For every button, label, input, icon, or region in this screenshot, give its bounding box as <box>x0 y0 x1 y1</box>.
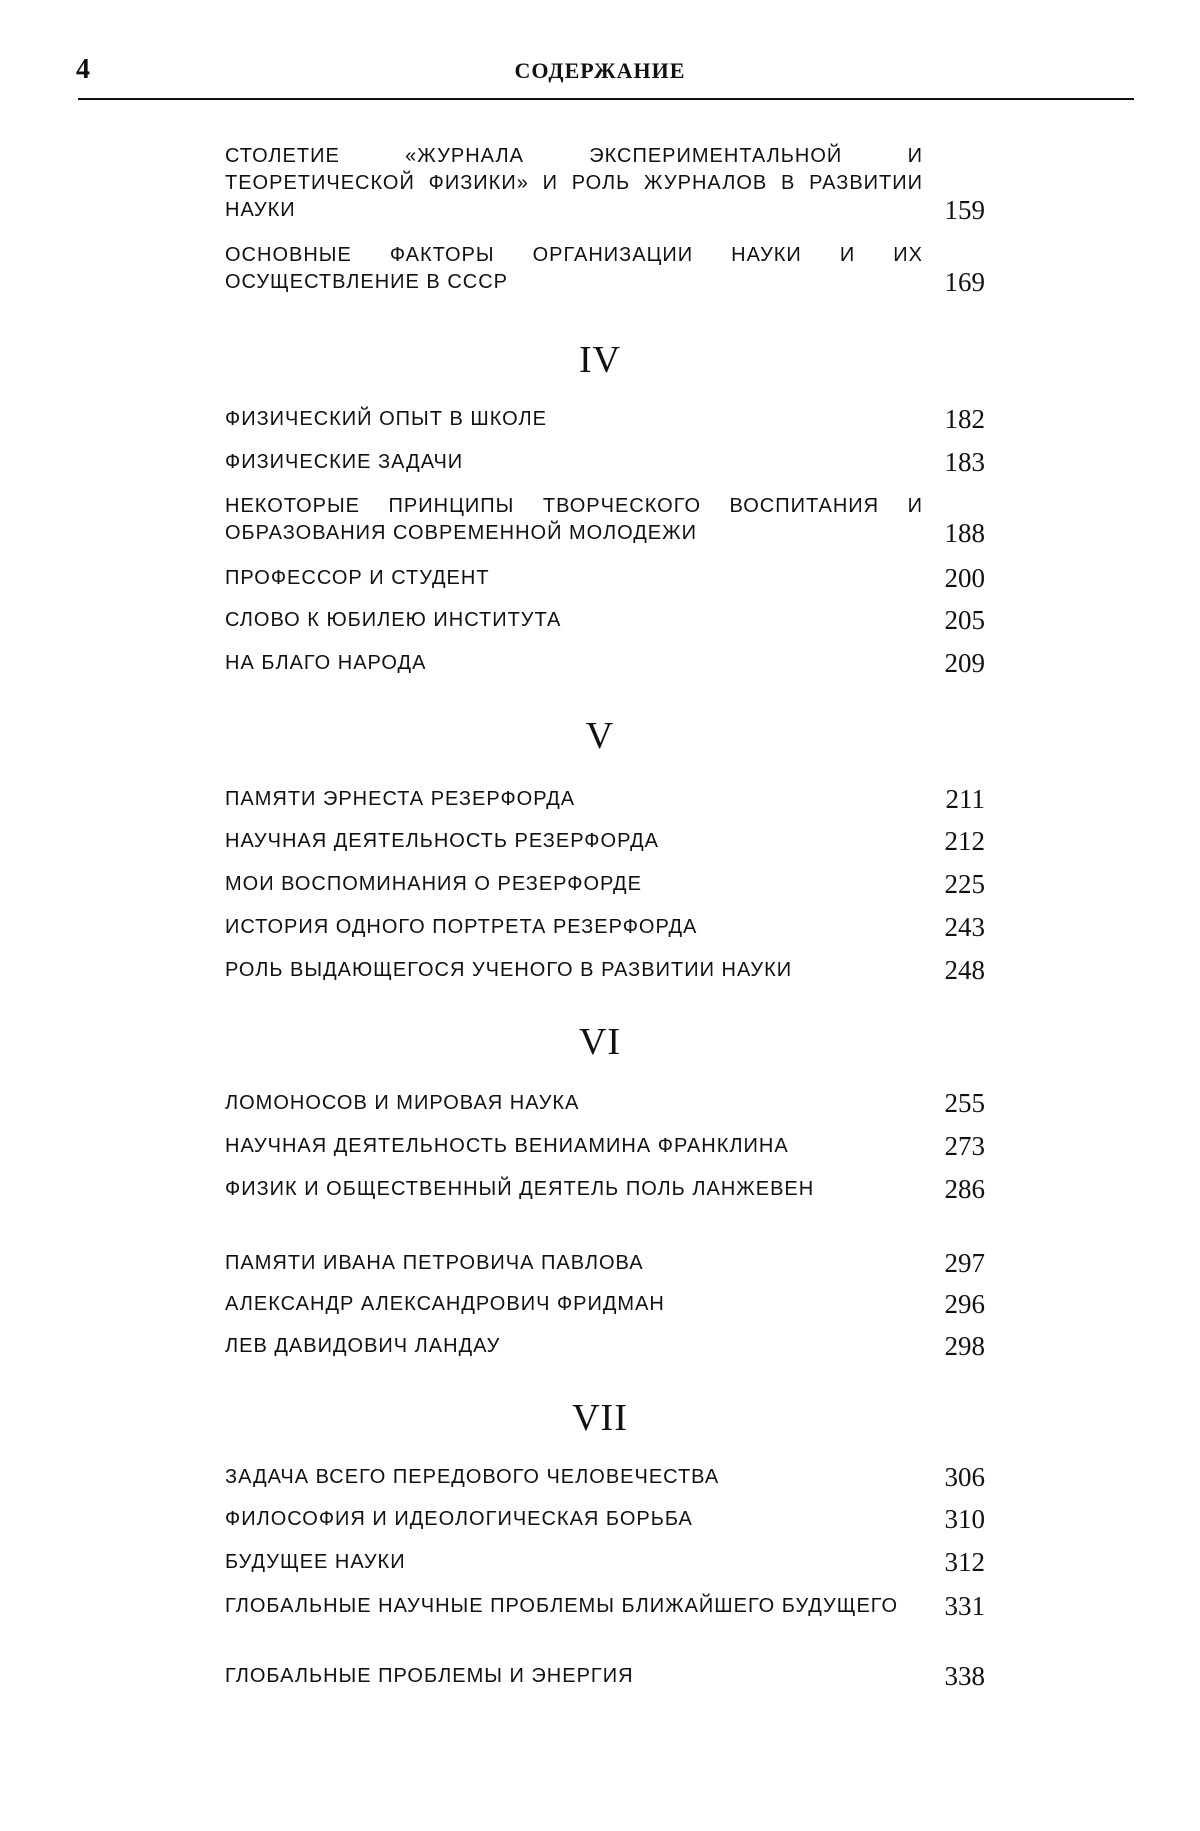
toc-entry <box>225 406 985 433</box>
entry-title: НАУЧНАЯ ДЕЯТЕЛЬНОСТЬ ВЕНИАМИНА ФРАНКЛИНА <box>225 1135 789 1157</box>
toc-entry <box>225 650 985 677</box>
entry-title: НЕКОТОРЫЕ ПРИНЦИПЫ ТВОРЧЕСКОГО ВОСПИТАНИЯ И ОБРАЗОВАНИЯ СОВРЕМЕННОЙ МОЛОДЕЖИ <box>225 495 923 544</box>
entry-title: БУДУЩЕЕ НАУКИ <box>225 1551 406 1573</box>
entry-page-number: 296 <box>944 1289 985 1319</box>
toc-entry <box>225 1090 985 1117</box>
toc-entry <box>225 143 985 224</box>
entry-page-number: 209 <box>944 648 985 678</box>
entry-title: ЗАДАЧА ВСЕГО ПЕРЕДОВОГО ЧЕЛОВЕЧЕСТВА <box>225 1466 720 1488</box>
entry-page-number: 298 <box>944 1331 985 1361</box>
entry-page-number: 312 <box>944 1547 985 1577</box>
entry-page-number: 331 <box>944 1591 985 1621</box>
section-heading: VII <box>572 1397 628 1439</box>
entry-page-number: 211 <box>945 784 985 814</box>
entry-title: НАУЧНАЯ ДЕЯТЕЛЬНОСТЬ РЕЗЕРФОРДА <box>225 830 659 852</box>
entry-title: ФИЛОСОФИЯ И ИДЕОЛОГИЧЕСКАЯ БОРЬБА <box>225 1508 693 1530</box>
toc-entry <box>225 242 985 296</box>
toc-entry <box>225 957 985 984</box>
entry-title: ЛОМОНОСОВ И МИРОВАЯ НАУКА <box>225 1092 580 1114</box>
entry-title: РОЛЬ ВЫДАЮЩЕГОСЯ УЧЕНОГО В РАЗВИТИИ НАУКИ <box>225 959 793 981</box>
section-heading: V <box>585 715 615 757</box>
entry-title: ФИЗИК И ОБЩЕСТВЕННЫЙ ДЕЯТЕЛЬ ПОЛЬ ЛАНЖЕВЕН <box>225 1178 815 1200</box>
entry-title: СЛОВО К ЮБИЛЕЮ ИНСТИТУТА <box>225 609 562 631</box>
entry-page-number: 248 <box>944 955 985 985</box>
entry-page-number: 182 <box>944 404 985 434</box>
section-heading: IV <box>578 339 622 381</box>
toc-entry <box>225 1333 985 1360</box>
toc-entry <box>225 871 985 898</box>
toc-entry <box>225 786 985 813</box>
toc-entry <box>225 1291 985 1318</box>
toc-entry <box>225 565 985 592</box>
entry-page-number: 255 <box>944 1088 985 1118</box>
section-heading: VI <box>578 1021 622 1063</box>
entry-page-number: 212 <box>944 826 985 856</box>
entry-page-number: 188 <box>944 518 985 548</box>
entry-title: МОИ ВОСПОМИНАНИЯ О РЕЗЕРФОРДЕ <box>225 873 642 895</box>
entry-title: ГЛОБАЛЬНЫЕ НАУЧНЫЕ ПРОБЛЕМЫ БЛИЖАЙШЕГО БУДУЩЕГО <box>225 1595 899 1617</box>
entry-title: ОСНОВНЫЕ ФАКТОРЫ ОРГАНИЗАЦИИ НАУКИ И ИХ ОСУЩЕСТВЛЕНИЕ В СССР <box>225 244 923 293</box>
entry-page-number: 169 <box>944 267 985 297</box>
entry-page-number: 286 <box>944 1174 985 1204</box>
toc-entry <box>225 1593 985 1620</box>
entry-title: ПАМЯТИ ИВАНА ПЕТРОВИЧА ПАВЛОВА <box>225 1252 644 1274</box>
entry-title: ГЛОБАЛЬНЫЕ ПРОБЛЕМЫ И ЭНЕРГИЯ <box>225 1665 634 1687</box>
running-title: СОДЕРЖАНИЕ <box>514 58 686 83</box>
entry-title: ФИЗИЧЕСКИЕ ЗАДАЧИ <box>225 451 464 473</box>
toc-entry <box>225 914 985 941</box>
toc-entry <box>225 449 985 476</box>
entry-page-number: 243 <box>944 912 985 942</box>
entry-page-number: 225 <box>944 869 985 899</box>
entry-page-number: 338 <box>944 1661 985 1691</box>
toc-entry <box>225 828 985 855</box>
page-number: 4 <box>76 54 90 85</box>
toc-entry <box>225 493 985 547</box>
entry-title: НА БЛАГО НАРОДА <box>225 652 427 674</box>
entry-title: ИСТОРИЯ ОДНОГО ПОРТРЕТА РЕЗЕРФОРДА <box>225 916 698 938</box>
toc-entry <box>225 1506 985 1533</box>
toc-entry <box>225 607 985 634</box>
toc-entry <box>225 1549 985 1576</box>
toc-entry <box>225 1176 985 1203</box>
toc-entry <box>225 1250 985 1277</box>
entry-title: ПРОФЕССОР И СТУДЕНТ <box>225 567 490 589</box>
toc-entry <box>225 1133 985 1160</box>
entry-page-number: 310 <box>944 1504 985 1534</box>
entry-title: ПАМЯТИ ЭРНЕСТА РЕЗЕРФОРДА <box>225 788 576 810</box>
entry-page-number: 297 <box>944 1248 985 1278</box>
entry-page-number: 200 <box>944 563 985 593</box>
entry-title: ЛЕВ ДАВИДОВИЧ ЛАНДАУ <box>225 1335 501 1357</box>
entry-title: ФИЗИЧЕСКИЙ ОПЫТ В ШКОЛЕ <box>225 408 547 430</box>
entry-page-number: 183 <box>944 447 985 477</box>
entry-page-number: 306 <box>944 1462 985 1492</box>
toc-entry <box>225 1464 985 1491</box>
entry-title: СТОЛЕТИЕ «ЖУРНАЛА ЭКСПЕРИМЕНТАЛЬНОЙ И ТЕОРЕТИЧЕСКОЙ ФИЗИКИ» И РОЛЬ ЖУРНАЛОВ В РАЗВИТИИ НАУКИ <box>225 145 923 221</box>
entry-title: АЛЕКСАНДР АЛЕКСАНДРОВИЧ ФРИДМАН <box>225 1293 665 1315</box>
toc-entry <box>225 1663 985 1690</box>
entry-page-number: 273 <box>944 1131 985 1161</box>
entry-page-number: 159 <box>944 195 985 225</box>
entry-page-number: 205 <box>944 605 985 635</box>
